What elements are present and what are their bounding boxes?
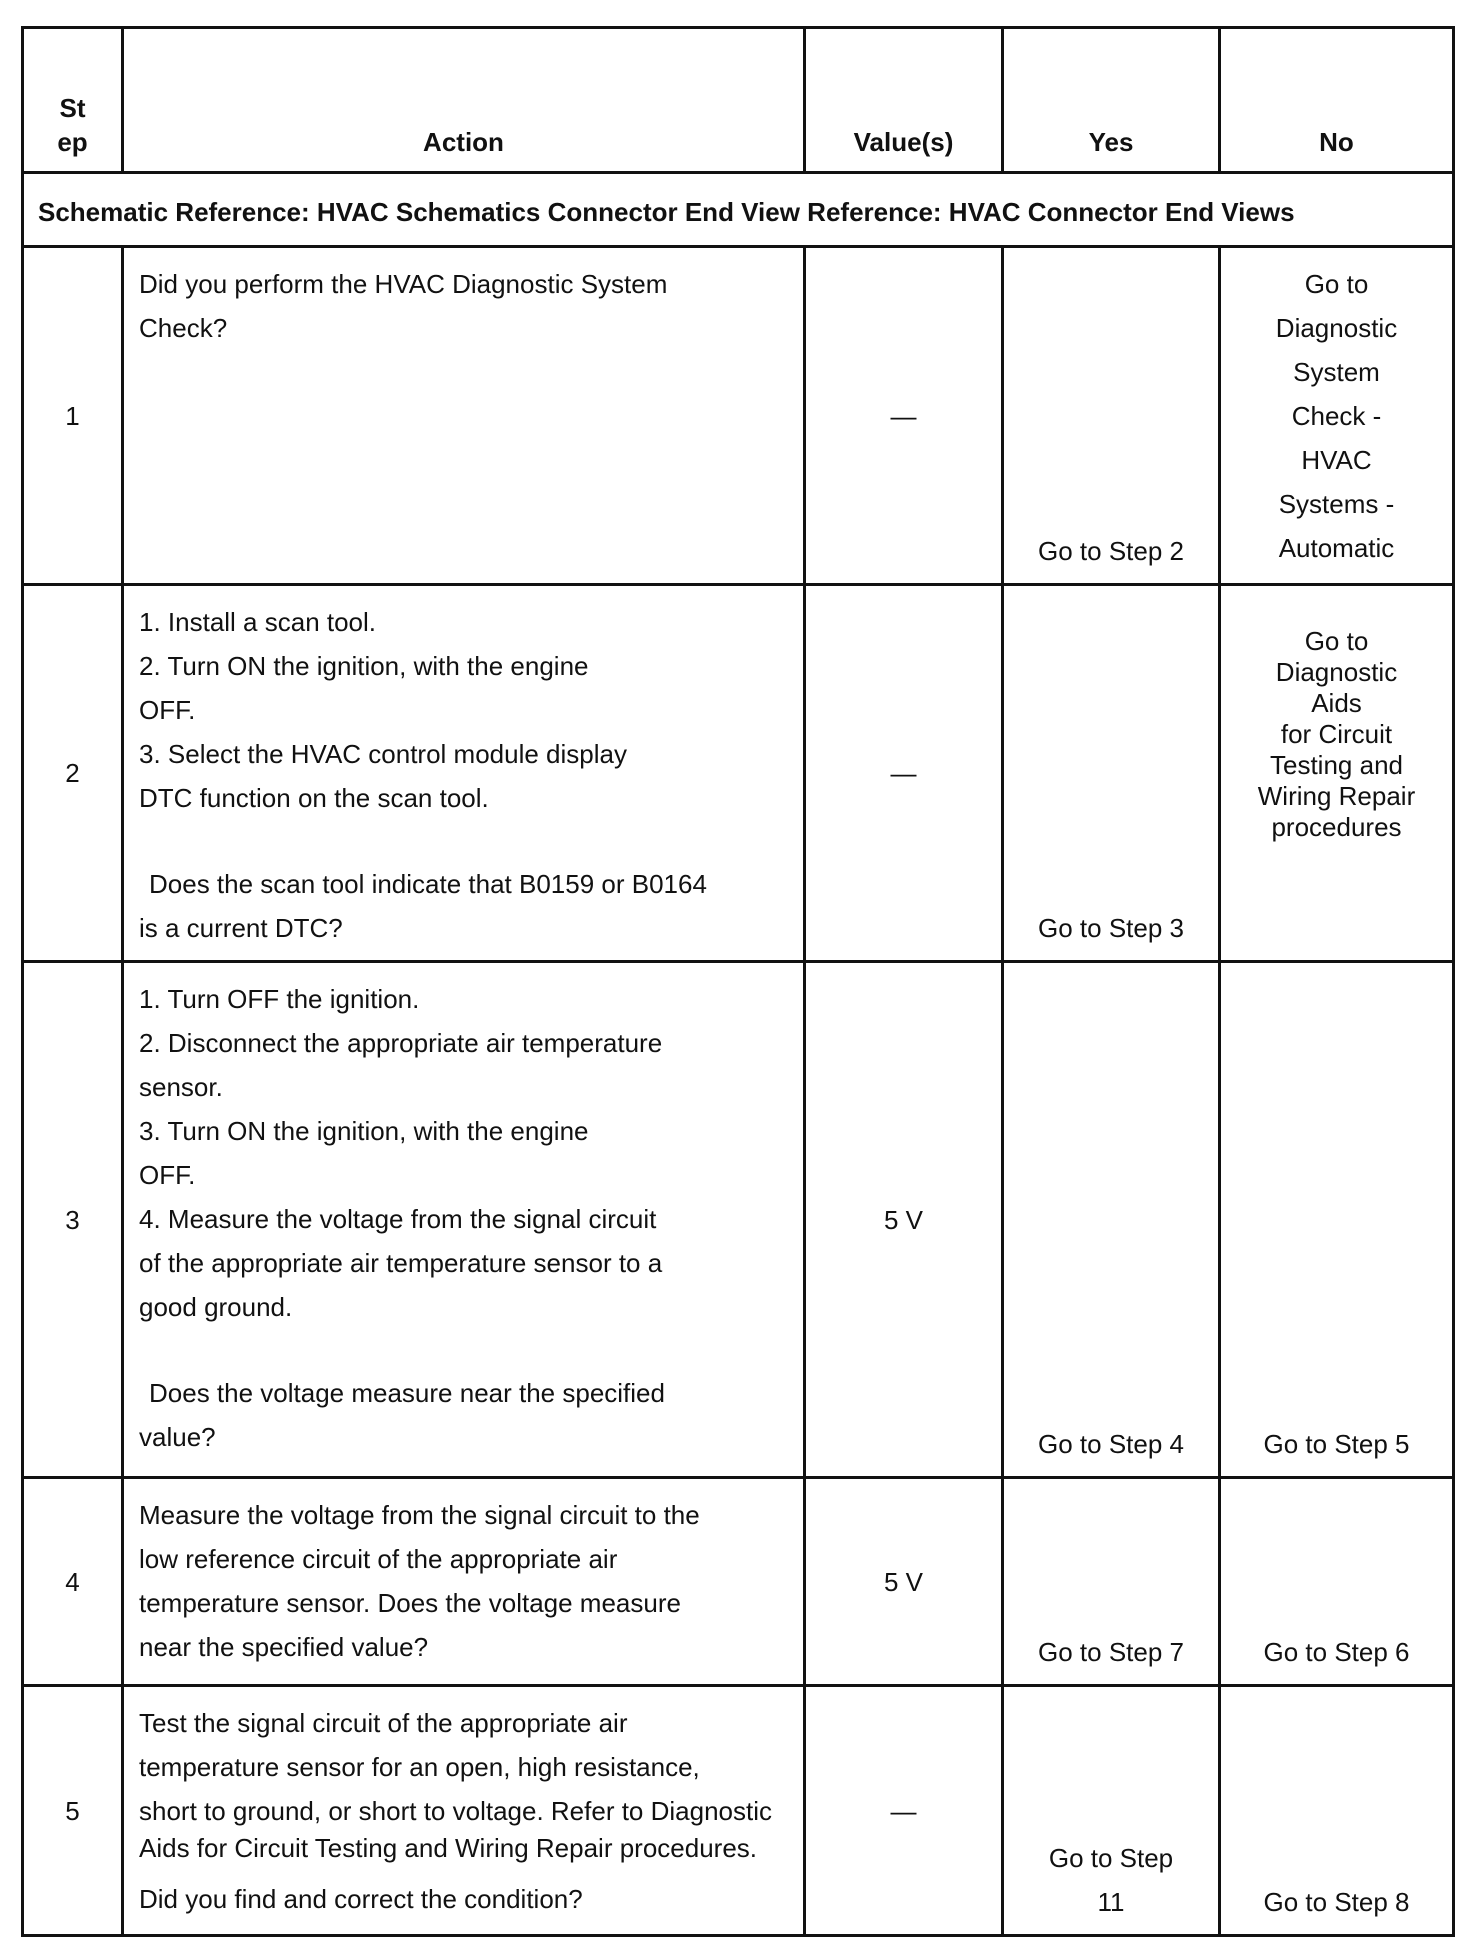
step-no: Go to Step 5 — [1220, 962, 1454, 1478]
step-value: 5 V — [805, 962, 1003, 1478]
step-number: 4 — [23, 1478, 123, 1686]
step-yes: Go to Step 2 — [1003, 247, 1220, 585]
header-row — [23, 28, 1454, 173]
step-value: — — [805, 585, 1003, 962]
step-action: Test the signal circuit of the appropriate air temperature sensor for an open, high resistance, short to ground, or short to voltage. Refer to Diagnostic Aids for Circuit Testing and Wiring Repair procedures. Did you find and correct the condition? — [123, 1686, 805, 1936]
step-number: 3 — [23, 962, 123, 1478]
step-no: Go to Step 8 — [1220, 1686, 1454, 1936]
step-yes: Go to Step 4 — [1003, 962, 1220, 1478]
step-action: Measure the voltage from the signal circuit to the low reference circuit of the appropriate air temperature sensor. Does the voltage measure near the specified value? — [123, 1478, 805, 1686]
step-action: 1. Install a scan tool. 2. Turn ON the ignition, with the engine OFF. 3. Select the HVAC control module display DTC function on the scan tool. Does the scan tool indicate that B0159 or B0164 is a current DTC? — [123, 585, 805, 962]
header-yes: Yes — [1003, 28, 1220, 173]
schematic-reference: Schematic Reference: HVAC Schematics Connector End View Reference: HVAC Connector End Views — [23, 173, 1454, 247]
header-values: Value(s) — [805, 28, 1003, 173]
step-number: 5 — [23, 1686, 123, 1936]
step-number: 2 — [23, 585, 123, 962]
step-yes: Go to Step 11 — [1003, 1686, 1220, 1936]
header-step: St ep — [23, 28, 123, 173]
step-yes: Go to Step 3 — [1003, 585, 1220, 962]
step-value: — — [805, 1686, 1003, 1936]
step-number: 1 — [23, 247, 123, 585]
table-row — [23, 1478, 1454, 1686]
step-no: Go to Diagnostic System Check - HVAC Systems - Automatic — [1220, 247, 1454, 585]
diagnostic-table — [21, 26, 1455, 1937]
step-no: Go to Diagnostic Aids for Circuit Testing and Wiring Repair procedures — [1220, 585, 1454, 962]
header-action: Action — [123, 28, 805, 173]
header-no: No — [1220, 28, 1454, 173]
table-row — [23, 247, 1454, 585]
step-yes: Go to Step 7 — [1003, 1478, 1220, 1686]
step-action: Did you perform the HVAC Diagnostic System Check? — [123, 247, 805, 585]
table-row — [23, 585, 1454, 962]
reference-row — [23, 173, 1454, 247]
step-action: 1. Turn OFF the ignition. 2. Disconnect the appropriate air temperature sensor. 3. Turn ON the ignition, with the engine OFF. 4. Measure the voltage from the signal circuit of the appropriate air temperature sensor to a good ground. Does the voltage measure near the specified value? — [123, 962, 805, 1478]
table-row — [23, 1686, 1454, 1936]
step-value: 5 V — [805, 1478, 1003, 1686]
table-row — [23, 962, 1454, 1478]
step-value: — — [805, 247, 1003, 585]
step-no: Go to Step 6 — [1220, 1478, 1454, 1686]
